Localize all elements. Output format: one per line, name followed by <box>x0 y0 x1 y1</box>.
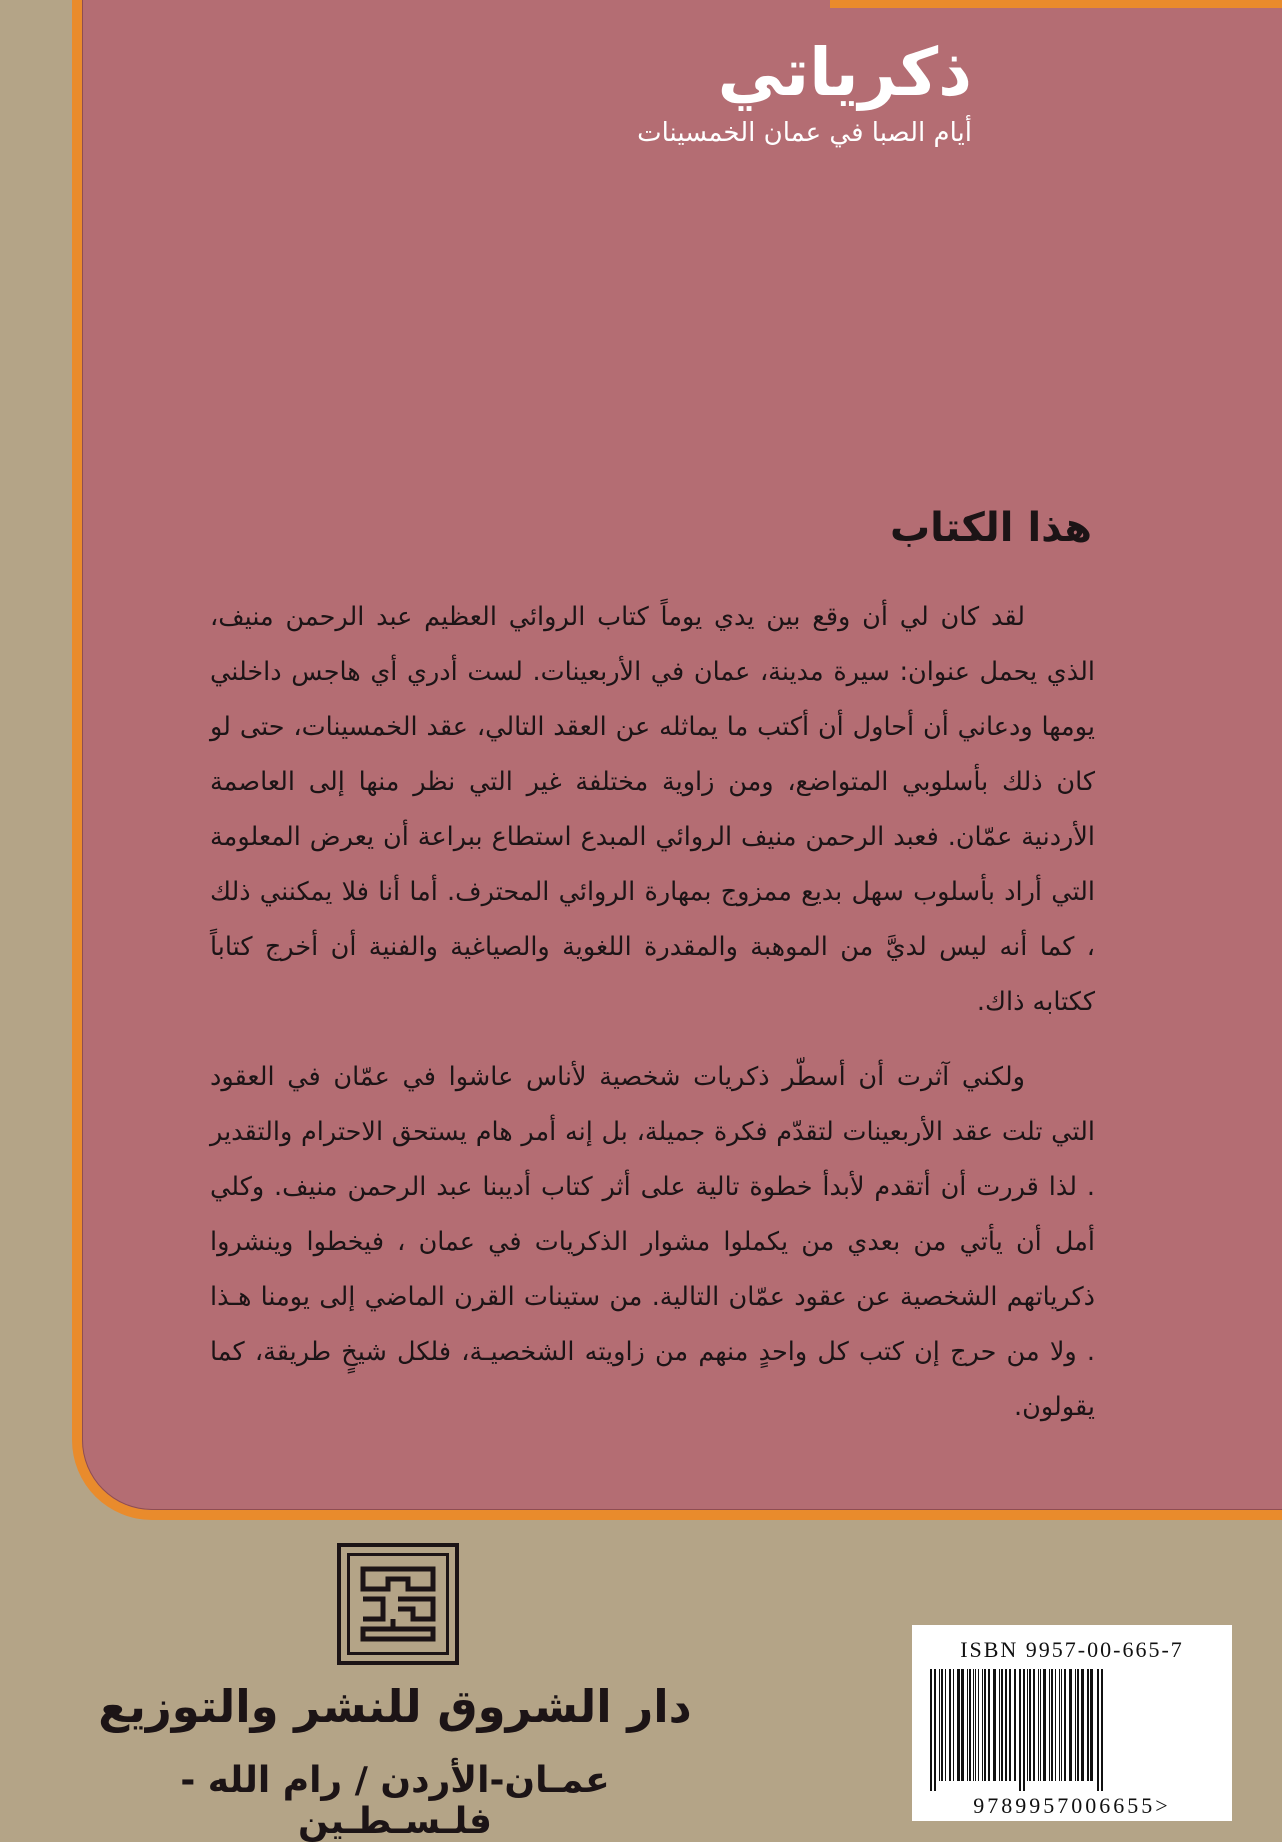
ean-digits <box>912 1793 1232 1819</box>
section-heading: هذا الكتاب <box>889 505 1092 551</box>
blurb-paragraph-1: لقد كان لي أن وقع بين يدي يوماً كتاب الروائي العظيم عبد الرحمن منيف، الذي يحمل عنوان: سيرة مدينة، عمان في الأربعينات. لست أدري أي هاجس داخلني يومها ودعاني أن أحاول أن أكتب ما يماثله عن العقد التالي، عقد الخمسينات، حتى لو كان ذلك بأسلوبي المتواضع، ومن زاوية مختلفة غير التي نظر منها إلى العاصمة الأردنية عمّان. فعبد الرحمن منيف الروائي المبدع استطاع ببراعة أن يعرض المعلومة التي أراد بأسلوب سهل بديع ممزوج بمهارة الروائي المحترف. أما أنا فلا يمكنني ذلك ، كما أنه ليس لديَّ من الموهبة والمقدرة اللغوية والصياغية والفنية أن أخرج كتاباً ككتابه ذاك. <box>210 602 1095 1017</box>
isbn-barcode-box <box>912 1625 1232 1821</box>
publisher-locations: عمـان-الأردن / رام الله - فلـسـطـين <box>180 1760 610 1842</box>
series-title: ذكرياتي <box>717 34 972 111</box>
publisher-name: دار الشروق للنشر والتوزيع <box>98 1680 692 1733</box>
orange-top-strip <box>830 0 1282 8</box>
ean-marker: > <box>1155 1793 1171 1818</box>
ean-number: 9789957006655 <box>973 1793 1156 1818</box>
publisher-logo <box>337 1543 459 1665</box>
blurb-text <box>210 590 1095 1435</box>
barcode-icon <box>926 1669 1218 1791</box>
kufic-logo-icon <box>353 1559 443 1649</box>
blurb-paragraph-2: ولكني آثرت أن أسطّر ذكريات شخصية لأناس عاشوا في عمّان في العقود التي تلت عقد الأربعينات لتقدّم فكرة جميلة، بل إنه أمر هام يستحق الاحترام والتقدير . لذا قررت أن أتقدم لأبدأ خطوة تالية على أثر كتاب أديبنا عبد الرحمن منيف. وكلي أمل أن يأتي من بعدي من يكملوا مشوار الذكريات في عمان ، فيخطوا وينشروا ذكرياتهم الشخصية عن عقود عمّان التالية. من ستينات القرن الماضي إلى يومنا هـذا . ولا من حرج إن كتب كل واحدٍ منهم من زاويته الشخصيـة، فلكل شيخٍ طريقة، كما يقولون. <box>210 1062 1095 1422</box>
series-subtitle: أيام الصبا في عمان الخمسينات <box>637 118 972 148</box>
isbn-number: ISBN 9957-00-665-7 <box>960 1637 1184 1662</box>
